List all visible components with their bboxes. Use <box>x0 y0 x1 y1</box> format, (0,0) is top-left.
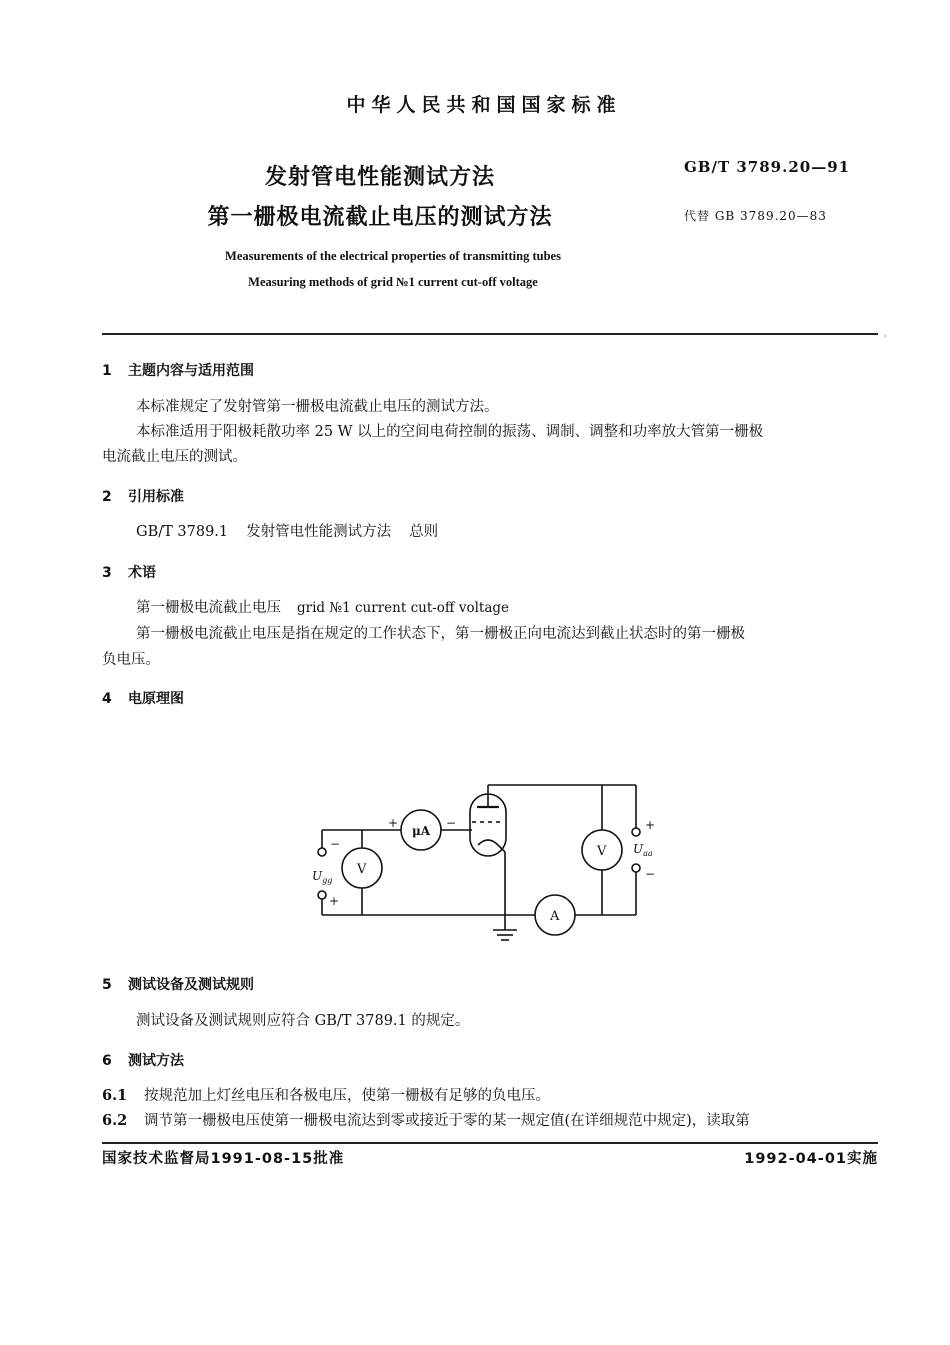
item-number: 6.1 <box>102 1087 128 1104</box>
label-minus: − <box>446 816 457 830</box>
section-title: 主题内容与适用范围 <box>128 363 254 379</box>
term-cn: 第一栅极电流截止电压 <box>136 600 281 616</box>
terminal-uaa-plus <box>632 828 640 836</box>
section-1-paragraph-1 <box>102 394 880 420</box>
national-standard-header: 中华人民共和国国家标准 <box>346 94 622 116</box>
text: 本标准规定了发射管第一栅极电流截止电压的测试方法。 <box>136 399 499 415</box>
label-plus: + <box>645 818 656 832</box>
label-minus: − <box>645 867 656 881</box>
terminal-ugg-plus <box>318 891 326 899</box>
label-voltmeter-grid: V <box>357 862 367 877</box>
label-ugg-sub: gg <box>322 876 333 885</box>
text: 本标准适用于阳极耗散功率 25 W 以上的空间电荷控制的振荡、调制、调整和功率放大管第一栅极 <box>136 424 764 440</box>
item-number: 6.2 <box>102 1112 128 1129</box>
section-number: 3 <box>102 565 112 581</box>
label-ugg <box>312 869 332 885</box>
section-title: 测试设备及测试规则 <box>128 977 254 993</box>
title-cn-line1: 发射管电性能测试方法 <box>264 165 495 190</box>
reference-part: 总则 <box>409 524 439 540</box>
label-uaa-sub: aa <box>643 849 653 858</box>
item-6-1 <box>102 1083 880 1109</box>
section-number: 1 <box>102 363 112 379</box>
implementation-date: 1992-04-01实施 <box>744 1151 878 1167</box>
reference-line <box>102 519 880 545</box>
section-title: 测试方法 <box>128 1053 184 1069</box>
title-en-line1: Measurements of the electrical properties of transmitting tubes <box>225 249 561 263</box>
text: 测试设备及测试规则应符合 GB/T 3789.1 的规定。 <box>136 1013 470 1029</box>
section-title: 术语 <box>128 565 156 581</box>
title-en-line2: Measuring methods of grid №1 current cut-off voltage <box>248 275 538 289</box>
label-plus: + <box>388 816 399 830</box>
title-cn-line2: 第一栅极电流截止电压的测试方法 <box>207 205 553 230</box>
section-1-paragraph-2b: 电流截止电压的测试。 <box>102 449 247 465</box>
footer-divider <box>102 1142 878 1144</box>
section-1-heading <box>102 360 254 380</box>
divider-mark: · <box>884 332 887 341</box>
term-definition-b: 负电压。 <box>102 652 160 668</box>
label-microammeter: μA <box>412 824 431 838</box>
section-number: 4 <box>102 691 112 707</box>
header-divider <box>102 333 878 335</box>
section-number: 2 <box>102 489 112 505</box>
section-number: 5 <box>102 977 112 993</box>
terminal-uaa-minus <box>632 864 640 872</box>
text: 按规范加上灯丝电压和各极电压，使第一栅极有足够的负电压。 <box>144 1088 550 1104</box>
label-ugg-main: U <box>312 869 323 883</box>
reference-title: 发射管电性能测试方法 <box>246 524 392 540</box>
term-en: grid №1 current cut-off voltage <box>297 600 509 616</box>
approval-date: 国家技术监督局1991-08-15批准 <box>102 1151 345 1167</box>
label-voltmeter-anode: V <box>597 844 607 859</box>
label-minus: − <box>330 837 341 851</box>
item-6-2 <box>102 1108 880 1134</box>
text: 第一栅极电流截止电压是指在规定的工作状态下，第一栅极正向电流达到截止状态时的第一栅极 <box>136 626 745 642</box>
label-uaa <box>633 842 653 858</box>
label-uaa-main: U <box>633 842 644 856</box>
section-title: 引用标准 <box>128 489 184 505</box>
reference-code: GB/T 3789.1 <box>136 524 229 540</box>
section-3-heading <box>102 562 156 582</box>
section-1-paragraph-2a <box>102 419 880 445</box>
section-4-heading <box>102 688 184 708</box>
label-plus: + <box>329 894 340 908</box>
section-5-paragraph <box>102 1008 880 1034</box>
terminal-ugg-minus <box>318 848 326 856</box>
term-definition-a <box>102 621 880 647</box>
cathode <box>478 840 498 845</box>
section-title: 电原理图 <box>128 691 184 707</box>
section-6-heading <box>102 1050 184 1070</box>
label-ammeter: A <box>550 909 560 924</box>
section-number: 6 <box>102 1053 112 1069</box>
term-line <box>102 595 880 621</box>
section-5-heading <box>102 974 254 994</box>
text: 调节第一栅极电压使第一栅极电流达到零或接近于零的某一规定值(在详细规范中规定)，读取第 <box>144 1113 750 1129</box>
replaces-standard: 代替 GB 3789.20—83 <box>684 209 827 223</box>
section-2-heading <box>102 486 184 506</box>
standard-number: GB/T 3789.20—91 <box>684 158 851 176</box>
circuit-diagram <box>300 770 670 950</box>
